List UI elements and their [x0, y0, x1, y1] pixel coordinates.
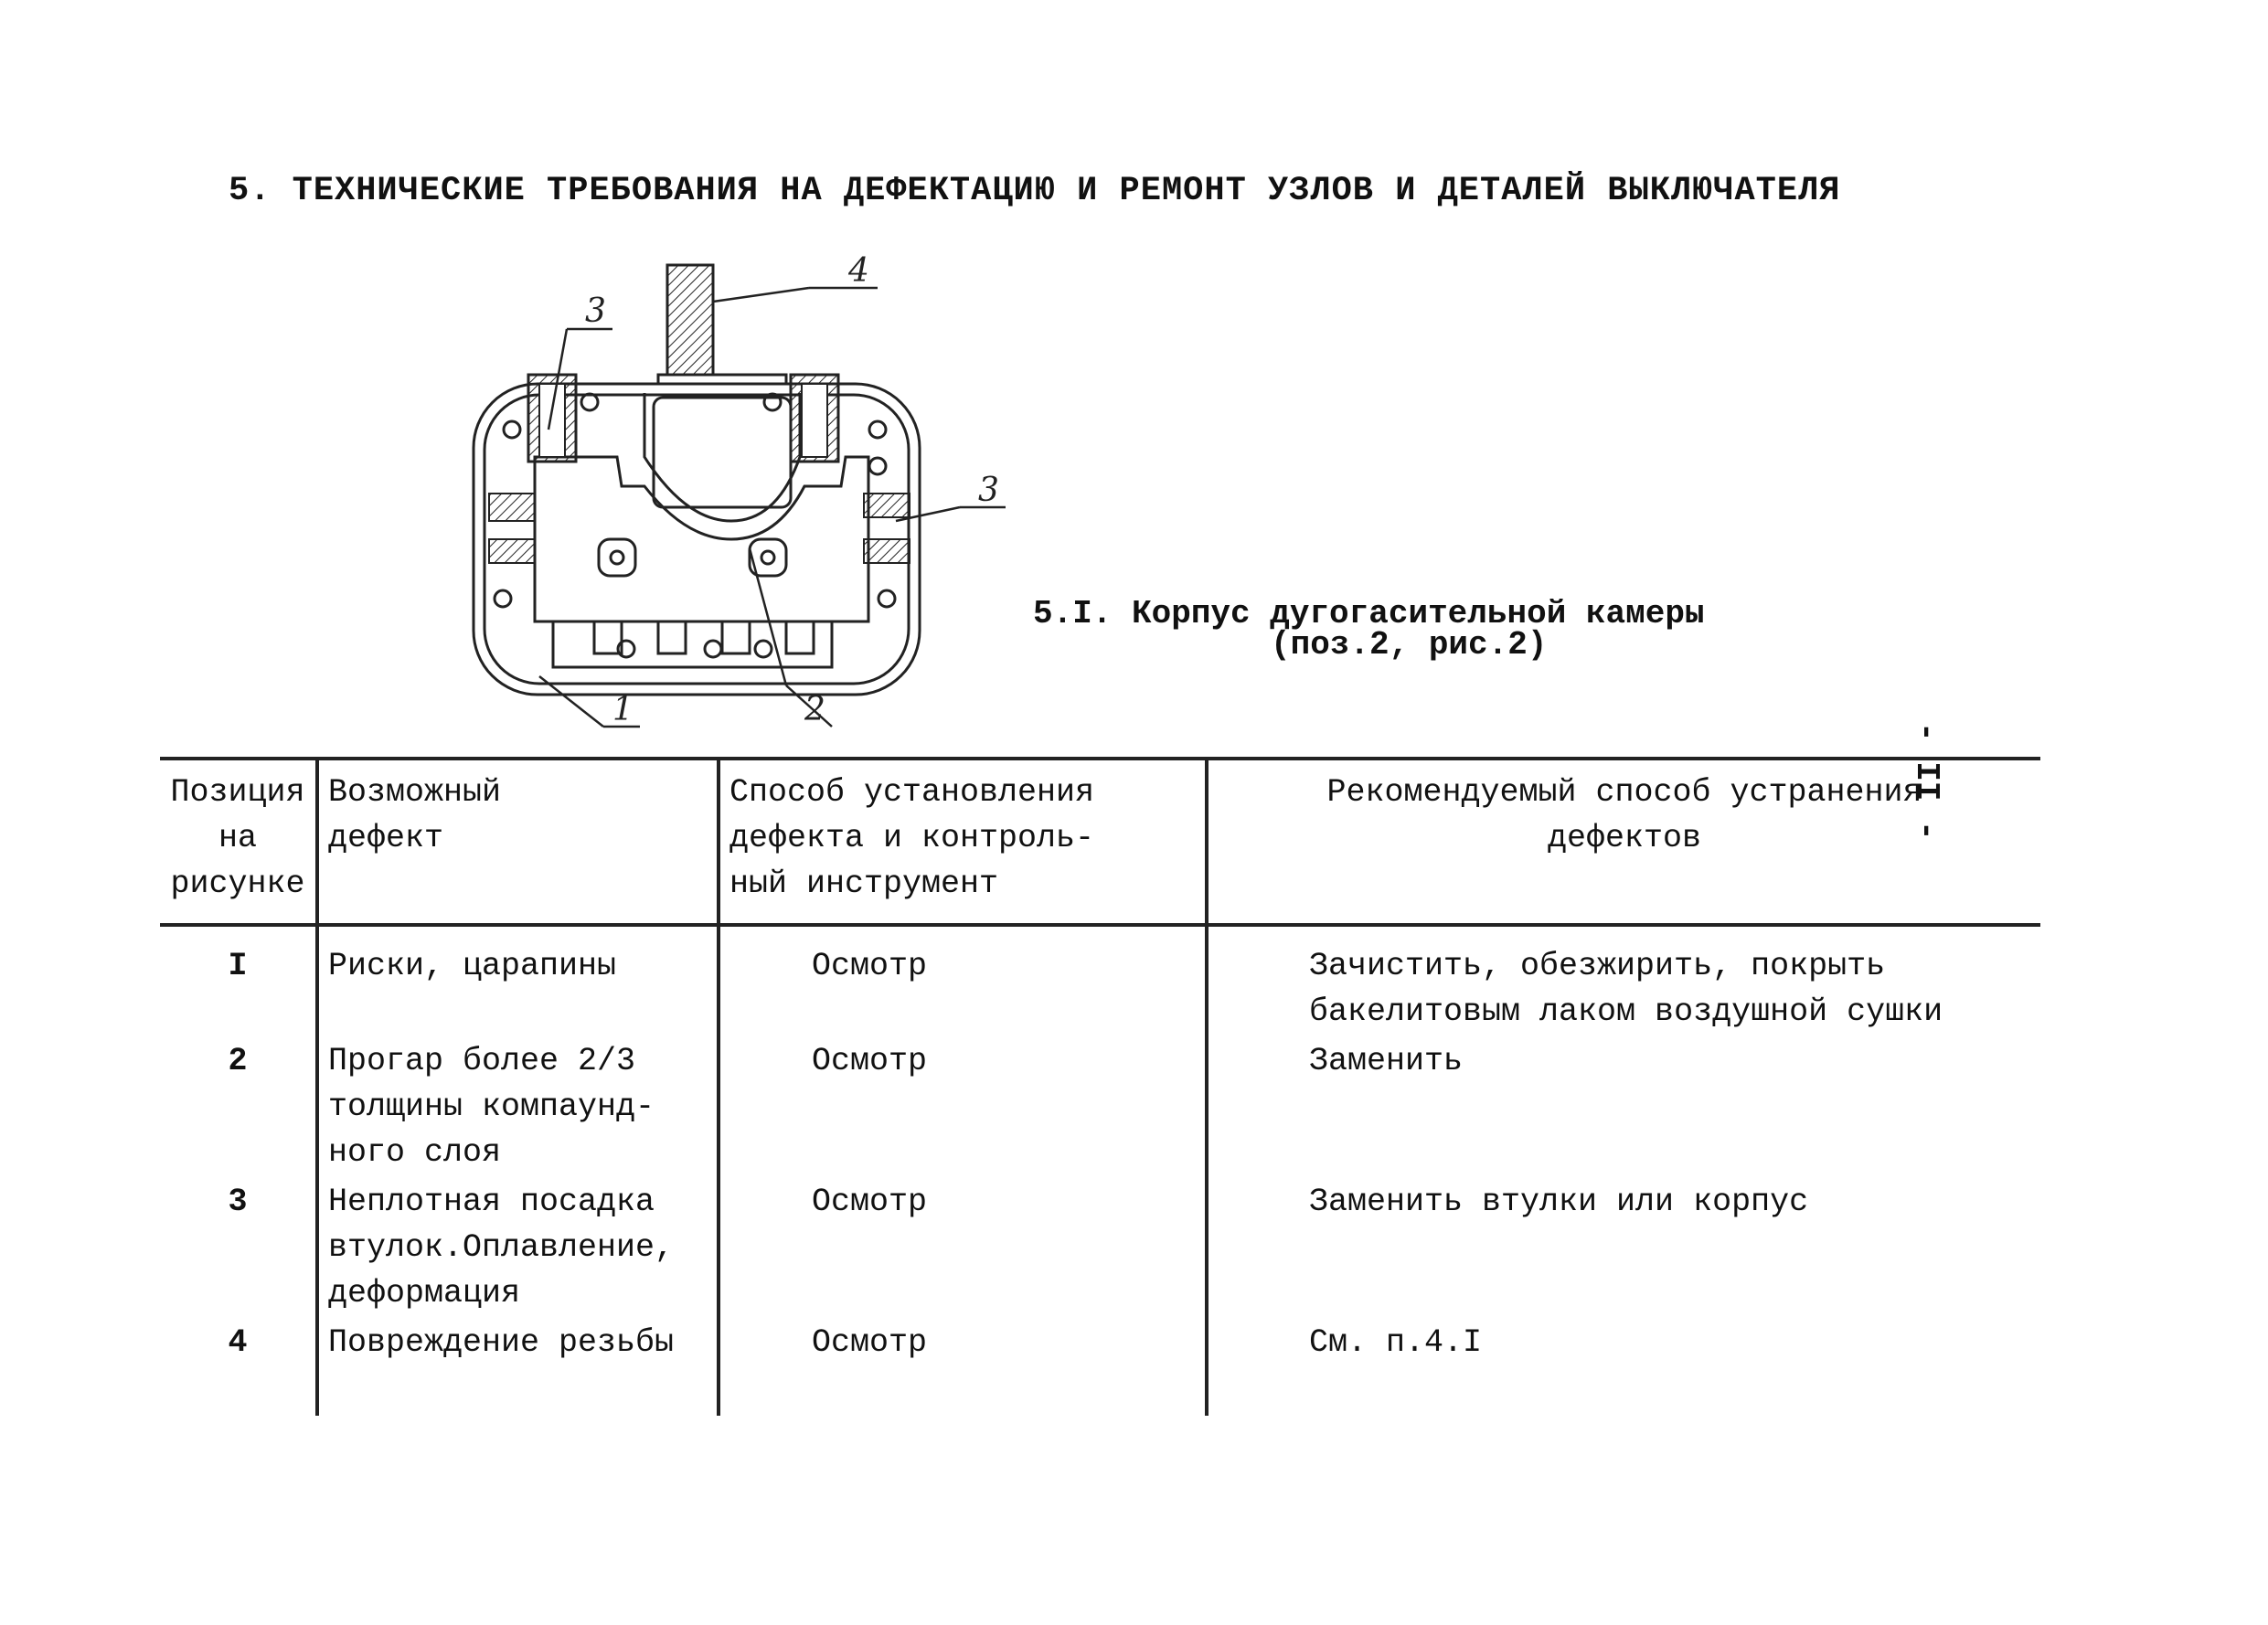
arc-chamber-drawing: [448, 247, 1015, 740]
callout-1: 1: [612, 691, 634, 728]
table-header-row: [160, 759, 2040, 925]
cell-fix: См. п.4.I: [1207, 1316, 2040, 1416]
page-title: 5. ТЕХНИЧЕСКИЕ ТРЕБОВАНИЯ НА ДЕФЕКТАЦИЮ И РЕМОНТ УЗЛОВ И ДЕТАЛЕЙ ВЫКЛЮЧАТЕЛЯ: [229, 172, 1841, 210]
header-fix: Рекомендуемый способ устранения дефектов: [1207, 759, 2040, 925]
cell-method: Осмотр: [719, 925, 1207, 1035]
header-position: Позиция на рисунке: [160, 759, 317, 925]
cell-fix: Заменить: [1207, 1035, 2040, 1175]
table-row: [160, 925, 2040, 1035]
arc-chamber-drawing-svg: [448, 247, 1015, 740]
table-row: [160, 1316, 2040, 1416]
callout-2: 2: [804, 691, 825, 728]
header-defect: Возможный дефект: [317, 759, 719, 925]
side-insert-left-2: [489, 539, 535, 563]
cell-defect: Риски, царапины: [317, 925, 719, 1035]
threaded-stud: [667, 265, 713, 375]
table-row: [160, 1175, 2040, 1316]
side-insert-right: [864, 494, 910, 517]
cell-fix: Зачистить, обезжирить, покрыть бакелитовым лаком воздушной сушки: [1207, 925, 2040, 1035]
cell-position: 3: [228, 1184, 248, 1220]
header-method: Способ установления дефекта и контроль- ный инструмент: [719, 759, 1207, 925]
cell-position: 4: [228, 1324, 248, 1361]
section-subtitle: (поз.2, рис.2): [1271, 626, 1548, 664]
callout-4: 4: [848, 252, 869, 290]
callout-3-top: 3: [585, 292, 606, 330]
cell-fix: Заменить втулки или корпус: [1207, 1175, 2040, 1316]
callout-3-right: 3: [978, 472, 999, 509]
cell-defect: Повреждение резьбы: [317, 1316, 719, 1416]
section-title: 5.I. Корпус дугогасительной камеры: [1033, 595, 1705, 632]
cell-position: I: [228, 948, 248, 984]
defect-table: [160, 757, 2040, 1416]
cell-position: 2: [228, 1043, 248, 1079]
side-insert-left: [489, 494, 535, 521]
cell-method: Осмотр: [719, 1316, 1207, 1416]
cell-defect: Прогар более 2/3 толщины компаунд- ного слоя: [317, 1035, 719, 1175]
table-row: [160, 1035, 2040, 1175]
cell-method: Осмотр: [719, 1035, 1207, 1175]
cell-method: Осмотр: [719, 1175, 1207, 1316]
page-number: - II -: [1908, 722, 1945, 841]
side-insert-right-2: [864, 539, 910, 563]
cell-defect: Неплотная посадка втулок.Оплавление, деформация: [317, 1175, 719, 1316]
section-caption: [1033, 595, 1705, 664]
